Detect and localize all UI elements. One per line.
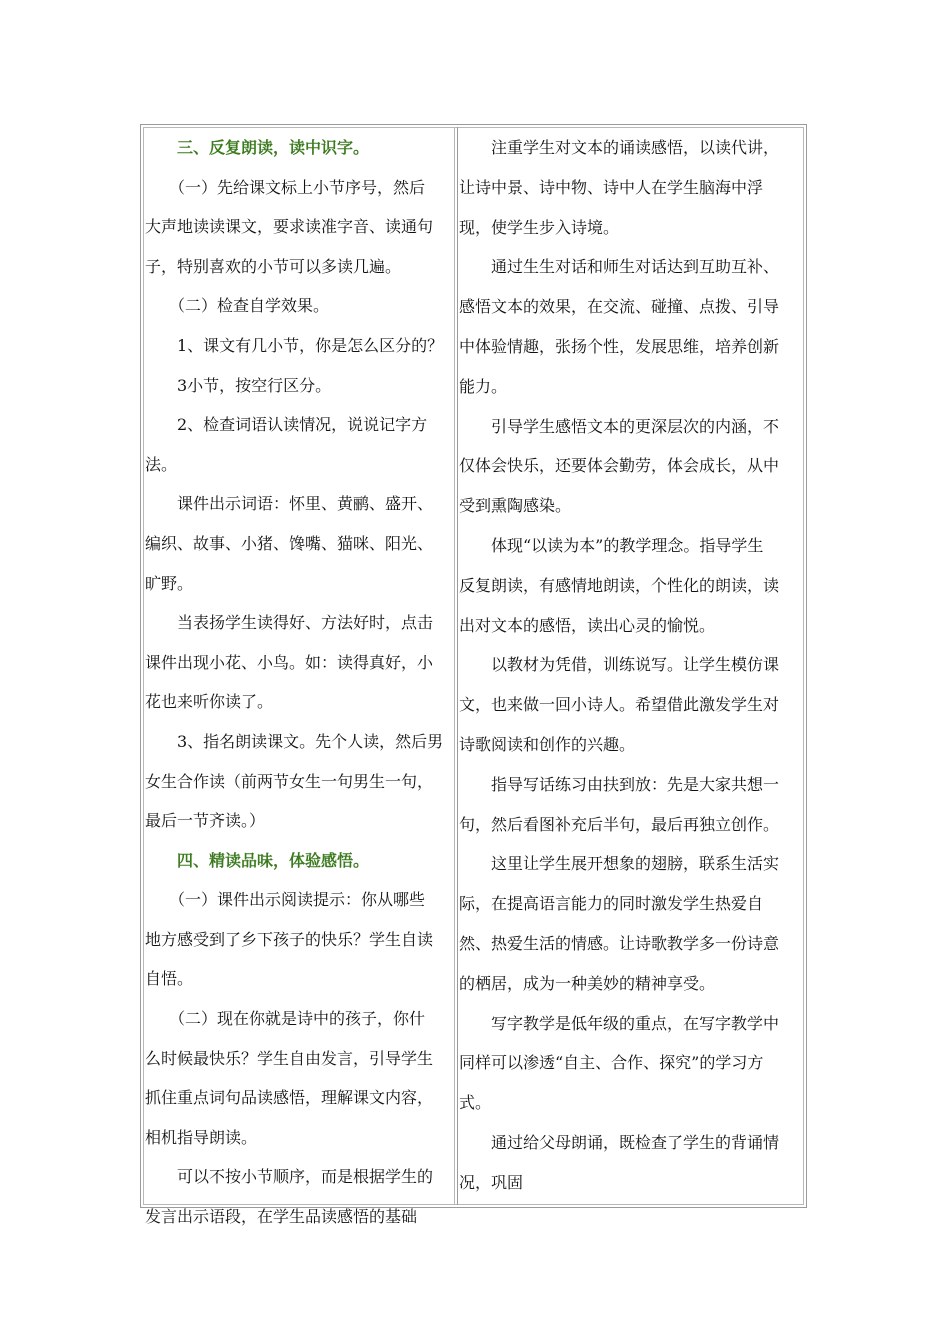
text-line: （二）现在你就是诗中的孩子，你什: [145, 1009, 426, 1029]
text-line: 这里让学生展开想象的翅膀，联系生活实: [459, 854, 780, 874]
text-line: 抓住重点词句品读感悟，理解课文内容，: [145, 1088, 434, 1108]
text-line: （一）课件出示阅读提示：你从哪些: [145, 890, 426, 910]
text-line: 通过生生对话和师生对话达到互助互补、: [459, 257, 780, 277]
text-line: 仅体会快乐，还要体会勤劳，体会成长，从中: [459, 456, 780, 476]
text-line: 写字教学是低年级的重点，在写字教学中: [459, 1013, 780, 1033]
text-line: 编织、故事、小猪、馋嘴、猫咪、阳光、: [145, 533, 434, 553]
section-heading: 三、反复朗读，读中识字。: [145, 138, 370, 157]
text-line: （二）检查自学效果。: [145, 296, 330, 316]
text-line: 况，巩固: [459, 1172, 524, 1192]
text-line: 课件出示词语：怀里、黄鹂、盛开、: [145, 494, 434, 514]
design-notes-column: [459, 128, 799, 1203]
text-line: 发言出示语段，在学生品读感悟的基础: [145, 1207, 418, 1227]
text-line: 地方感受到了乡下孩子的快乐？学生自读: [145, 929, 434, 949]
text-line: 现，使学生步入诗境。: [459, 217, 620, 237]
text-line: 大声地读读课文，要求读准字音、读通句: [145, 217, 434, 237]
text-line: 最后一节齐读。）: [145, 811, 266, 831]
text-line: 句，然后看图补充后半句，最后再独立创作。: [459, 814, 780, 834]
text-line: 可以不按小节顺序，而是根据学生的: [145, 1167, 434, 1187]
text-line: 出对文本的感悟，读出心灵的愉悦。: [459, 615, 716, 635]
text-line: 3小节，按空行区分。: [145, 375, 332, 395]
text-line: 受到熏陶感染。: [459, 496, 572, 516]
text-line: 1、课文有几小节，你是怎么区分的？: [145, 335, 444, 355]
text-line: 体现“以读为本”的教学理念。指导学生: [459, 535, 764, 555]
text-line: 女生合作读（前两节女生一句男生一句，: [145, 771, 434, 791]
text-line: 式。: [459, 1093, 492, 1113]
text-line: 际，在提高语言能力的同时激发学生热爱自: [459, 894, 764, 914]
text-line: 子，特别喜欢的小节可以多读几遍。: [145, 256, 402, 276]
text-line: 么时候最快乐？学生自由发言，引导学生: [145, 1048, 434, 1068]
text-line: 然、热爱生活的情感。让诗歌教学多一份诗意: [459, 933, 780, 953]
lesson-steps-column: [145, 128, 453, 1237]
text-line: 同样可以渗透“自主、合作、探究”的学习方: [459, 1053, 764, 1073]
text-line: 的栖居，成为一种美妙的精神享受。: [459, 973, 716, 993]
text-line: 相机指导朗读。: [145, 1127, 258, 1147]
text-line: 当表扬学生读得好、方法好时，点击: [145, 613, 434, 633]
text-line: 通过给父母朗诵，既检查了学生的背诵情: [459, 1132, 780, 1152]
text-line: 诗歌阅读和创作的兴趣。: [459, 734, 636, 754]
text-line: 花也来听你读了。: [145, 692, 274, 712]
text-line: 能力。: [459, 376, 508, 396]
section-heading: 四、精读品味，体验感悟。: [145, 850, 370, 870]
text-line: 中体验情趣，张扬个性，发展思维，培养创新: [459, 336, 780, 356]
text-line: 感悟文本的效果，在交流、碰撞、点拨、引导: [459, 297, 780, 317]
text-line: （一）先给课文标上小节序号，然后: [145, 177, 426, 197]
text-line: 指导写话练习由扶到放：先是大家共想一: [459, 774, 780, 794]
text-line: 引导学生感悟文本的更深层次的内涵，不: [459, 416, 780, 436]
text-line: 让诗中景、诗中物、诗中人在学生脑海中浮: [459, 177, 764, 197]
text-line: 法。: [145, 454, 178, 474]
text-line: 2、检查词语认读情况，说说记字方: [145, 415, 428, 435]
text-line: 课件出现小花、小鸟。如：读得真好，小: [145, 652, 434, 672]
text-line: 自悟。: [145, 969, 194, 989]
text-line: 以教材为凭借，训练说写。让学生模仿课: [459, 655, 780, 675]
text-line: 文，也来做一回小诗人。希望借此激发学生对: [459, 695, 780, 715]
text-line: 注重学生对文本的诵读感悟，以读代讲，: [459, 138, 780, 157]
text-line: 3、指名朗读课文。先个人读，然后男: [145, 731, 444, 751]
text-line: 反复朗读，有感情地朗读，个性化的朗读，读: [459, 575, 780, 595]
column-divider: [454, 127, 458, 1205]
text-line: 旷野。: [145, 573, 194, 593]
